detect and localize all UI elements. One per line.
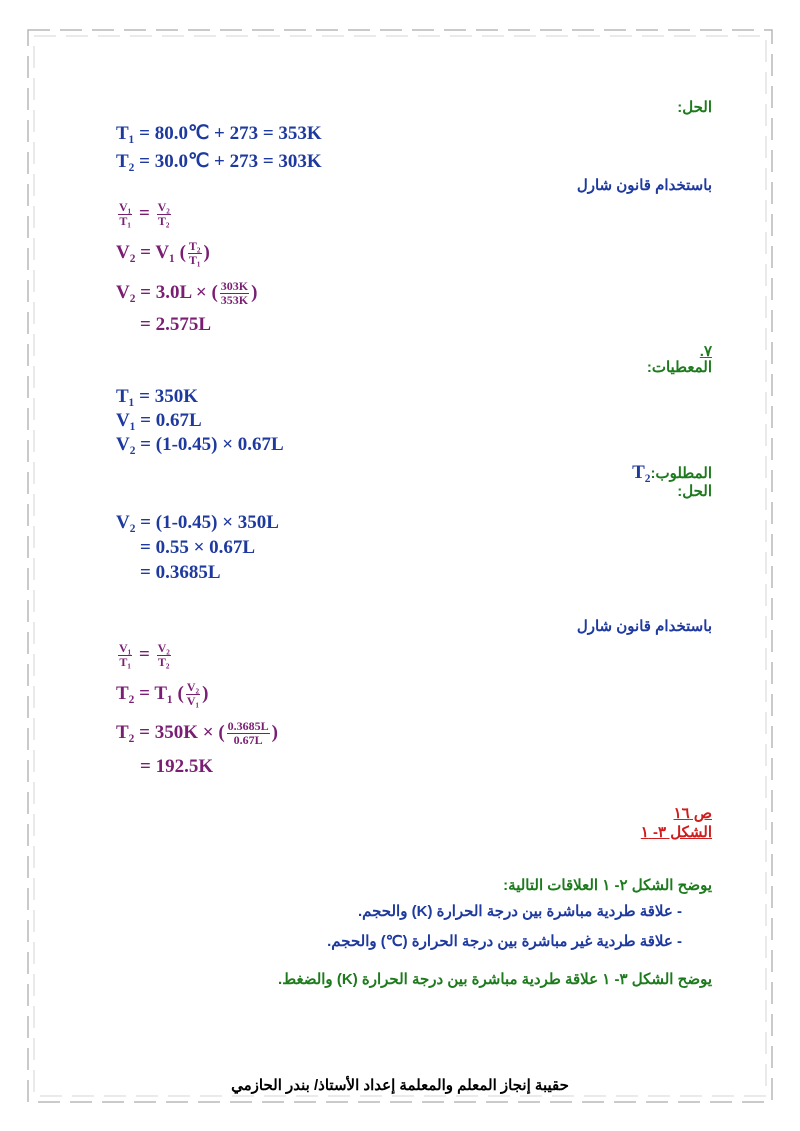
givens-label: المعطيات: [646, 359, 712, 376]
given-v2: V₂ = (1-0.45) × 0.67L [116, 434, 284, 455]
required-variable: T₂ [632, 462, 651, 483]
fraction-v1-b: V₁ [119, 641, 132, 655]
fraction-v2-b: V₂ [157, 641, 170, 655]
given-v1: V₁ = 0.67L [116, 410, 202, 431]
given-t1: T₁ = 350K [116, 386, 198, 407]
t1-conversion: T₁ = 80.0℃ + 273 = 353K [116, 123, 322, 144]
fraction-303k: 303K [220, 279, 249, 293]
figure-2-bullet-2: - علاقة طردية غير مباشرة بين درجة الحرارة (℃) والحجم. [327, 933, 682, 950]
figure-2-bullet-1: - علاقة طردية مباشرة بين درجة الحرارة (K) والحجم. [357, 903, 682, 920]
v2-formula-text: V₂ = V₁ [116, 241, 175, 263]
fraction-v2: V₂ [157, 200, 170, 214]
fraction-067l: 0.67L [233, 733, 263, 747]
calc-line-1: V₂ = (1-0.45) × 350L [116, 512, 279, 533]
fraction-t1: T₁ [119, 214, 131, 228]
page-reference: ص ١٦ [673, 805, 712, 822]
solution-label-2: الحل: [677, 483, 712, 500]
v2-subst-text: V₂ = 3.0L × [116, 281, 207, 303]
fraction-t1-den: T₁ [188, 253, 201, 267]
calc-line-2: = 0.55 × 0.67L [140, 537, 256, 558]
t2-substitution: T₂ = 350K × ( $\frac{0.3685L}{0.67L}$ ) [116, 719, 278, 747]
t2-conversion: T₂ = 30.0℃ + 273 = 303K [116, 151, 322, 172]
fraction-t2-b: T₂ [157, 655, 170, 669]
fraction-v2-c: V₂ [186, 680, 200, 694]
figure-2-intro: يوضح الشكل ٢- ١ العلاقات التالية: [503, 877, 712, 894]
t2-subst-text: T₂ = 350K × [116, 721, 214, 743]
v2-result: = 2.575L [140, 314, 211, 335]
solution-label: الحل: [677, 99, 712, 116]
t2-formula-text: T₂ = T₁ [116, 682, 173, 704]
fraction-353k: 353K [220, 293, 249, 307]
question-number: ٧. [699, 343, 712, 360]
v2-formula: V₂ = V₁ ( $\frac{\text{T₂}}{\text{T₁}}$ ) [116, 239, 210, 267]
charles-law-heading-2: باستخدام قانون شارل [576, 618, 712, 635]
fraction-03685l: 0.3685L [227, 719, 269, 733]
calc-line-3: = 0.3685L [140, 562, 221, 583]
fraction-t2: T₂ [157, 214, 170, 228]
charles-law-ratio-2: $\frac{\text{V₁}}{\text{T₁}}$ = $\frac{\text{V₂}}{\text{T₂}}$ [119, 641, 170, 669]
fraction-v1-c: V₁ [186, 694, 200, 708]
page-footer: حقيبة إنجاز المعلم والمعلمة إعداد الأستاذ/ بندر الحازمي [231, 1077, 569, 1094]
figure-reference: الشكل ٣- ١ [640, 824, 712, 841]
t2-formula: T₂ = T₁ ( $\frac{\text{V₂}}{\text{V₁}}$ ) [116, 680, 209, 708]
required-text: المطلوب: [650, 465, 712, 482]
v2-substitution: V₂ = 3.0L × ( $\frac{303K}{353K}$ ) [116, 279, 258, 307]
charles-law-ratio: $\frac{\text{V₁}}{\text{T₁}}$ = $\frac{\text{V₂}}{\text{T₂}}$ [119, 200, 170, 228]
figure-3-statement: يوضح الشكل ٣- ١ علاقة طردية مباشرة بين درجة الحرارة (K) والضغط. [278, 971, 712, 988]
t2-result: = 192.5K [140, 756, 214, 777]
fraction-v1: V₁ [119, 200, 132, 214]
required-label [632, 462, 712, 484]
fraction-t2-num: T₂ [188, 239, 201, 253]
charles-law-heading: باستخدام قانون شارل [576, 177, 712, 194]
fraction-t1-b: T₁ [119, 655, 131, 669]
